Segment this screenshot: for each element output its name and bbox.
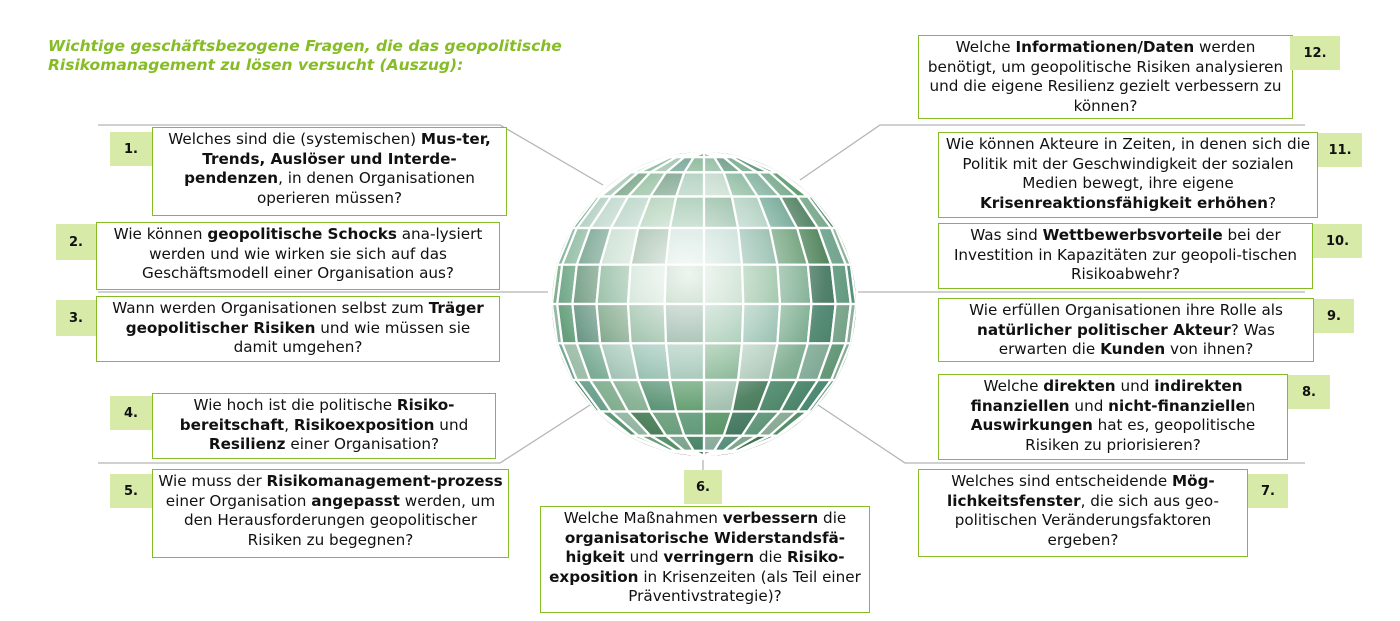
question-text-bold: Risiko-exposition — [549, 548, 845, 586]
globe-icon — [548, 148, 860, 460]
number-badge-1: 1. — [110, 132, 152, 166]
question-text-bold: verbessern — [722, 509, 819, 527]
number-badge-12: 12. — [1290, 36, 1340, 70]
number-badge-6: 6. — [684, 470, 722, 504]
question-text: und wie müssen sie damit umgehen? — [233, 318, 471, 356]
number-badge-5: 5. — [110, 474, 152, 508]
question-text: und — [1115, 377, 1155, 395]
question-box-1 — [152, 127, 507, 216]
question-box-3 — [96, 296, 500, 362]
question-text-bold: natürlicher politischer Akteur — [977, 320, 1231, 339]
question-text: n — [1245, 396, 1256, 415]
question-text: Welche — [983, 377, 1044, 395]
question-text: Wie erfüllen Organisationen ihre Rolle als — [969, 301, 1283, 319]
question-text: die — [754, 548, 787, 566]
question-text: die — [818, 509, 847, 527]
question-box-12 — [918, 35, 1293, 119]
question-text-bold: Mög-lichkeitsfenster — [947, 472, 1215, 510]
question-text-bold: geopolitische Schocks — [207, 225, 397, 243]
question-text: Wie können — [113, 225, 208, 243]
question-text-bold: Risikomanagement-prozess — [266, 472, 503, 490]
question-text: und — [624, 548, 664, 566]
question-text: Welches sind entscheidende — [951, 472, 1173, 490]
number-badge-11: 11. — [1318, 133, 1362, 167]
question-text: und — [434, 415, 469, 434]
question-text-bold: Kunden — [1100, 340, 1166, 358]
question-text: bei der Investition in Kapazitäten zur geopoli-tischen Risikoabwehr? — [953, 226, 1298, 283]
question-box-10 — [938, 223, 1313, 289]
question-text-bold: Risiko-bereitschaft — [179, 396, 455, 434]
question-box-6 — [540, 506, 870, 613]
question-text: ana-lysiert werden und wie wirken sie sich auf das Geschäftsmodell einer Organisation aus? — [142, 225, 483, 282]
question-text-bold: nicht-finanzielle — [1108, 396, 1246, 415]
question-text-bold: Resilienz — [208, 435, 286, 453]
question-text-bold: Auswirkungen — [970, 416, 1093, 434]
question-text: hat es, geopolitische Risiken zu priorisieren? — [1025, 416, 1256, 454]
question-text: werden, um den Herausforderungen geopolitischer Risiken zu begegnen? — [183, 491, 496, 549]
question-box-9 — [938, 298, 1314, 362]
question-text: Welche Maßnahmen — [563, 509, 723, 527]
question-text: einer Organisation? — [285, 435, 440, 453]
question-box-2 — [96, 222, 500, 290]
number-badge-10: 10. — [1313, 224, 1362, 258]
question-text: Wann werden Organisationen selbst zum — [112, 299, 429, 317]
question-text: werden benötigt, um geopolitische Risiken analysieren und die eigene Resilienz gezielt verbessern zu können? — [927, 38, 1284, 115]
question-box-4 — [152, 393, 496, 459]
question-text: , — [284, 415, 294, 434]
question-box-7 — [918, 469, 1248, 557]
question-text: , die sich aus geo-politischen Veränderungsfaktoren ergeben? — [954, 491, 1219, 549]
question-text: und — [1069, 396, 1109, 415]
question-text-bold: indirekten finanziellen — [970, 377, 1243, 415]
question-text-bold: Mus-ter, Trends, Auslöser und Interde-pendenzen — [184, 130, 491, 187]
question-text: Was sind — [970, 226, 1043, 244]
question-text: ? — [1267, 193, 1277, 212]
number-badge-2: 2. — [56, 224, 96, 260]
question-box-5 — [152, 469, 509, 558]
question-text-bold: Informationen/Daten — [1015, 38, 1195, 56]
question-text: in Krisenzeiten (als Teil einer Präventivstrategie)? — [628, 567, 861, 605]
question-text-bold: Wettbewerbsvorteile — [1042, 226, 1223, 244]
question-text: Welche — [955, 38, 1016, 56]
question-text: Wie muss der — [158, 472, 267, 490]
question-text: ? Was erwarten die — [998, 320, 1275, 358]
question-text: Wie können Akteure in Zeiten, in denen sich die Politik mit der Geschwindigkeit der sozialen Medien bewegt, ihre eigene — [945, 135, 1311, 192]
diagram-title: Wichtige geschäftsbezogene Fragen, die das geopolitische Risikomanagement zu lösen versucht (Auszug): — [48, 37, 562, 74]
number-badge-4: 4. — [110, 396, 152, 430]
number-badge-8: 8. — [1288, 375, 1330, 409]
number-badge-7: 7. — [1248, 474, 1288, 508]
question-text-bold: direkten — [1043, 377, 1116, 395]
question-text-bold: Krisenreaktionsfähigkeit erhöhen — [979, 193, 1268, 212]
number-badge-3: 3. — [56, 300, 96, 336]
question-text-bold: Träger geopolitischer Risiken — [125, 299, 484, 337]
question-text-bold: organisatorische Widerstandsfä-higkeit — [564, 528, 846, 566]
number-badge-9: 9. — [1314, 299, 1354, 333]
question-text: Wie hoch ist die politische — [193, 396, 397, 414]
question-text: , in denen Organisationen operieren müssen? — [256, 169, 475, 207]
question-text-bold: Risikoexposition — [293, 415, 435, 434]
question-text: einer Organisation — [165, 491, 312, 510]
question-box-11 — [938, 132, 1318, 218]
question-text: Welches sind die (systemischen) — [168, 130, 421, 148]
question-box-8 — [938, 374, 1288, 460]
question-text-bold: verringern — [663, 548, 755, 566]
question-text-bold: angepasst — [311, 491, 400, 510]
question-text: von ihnen? — [1165, 340, 1254, 358]
